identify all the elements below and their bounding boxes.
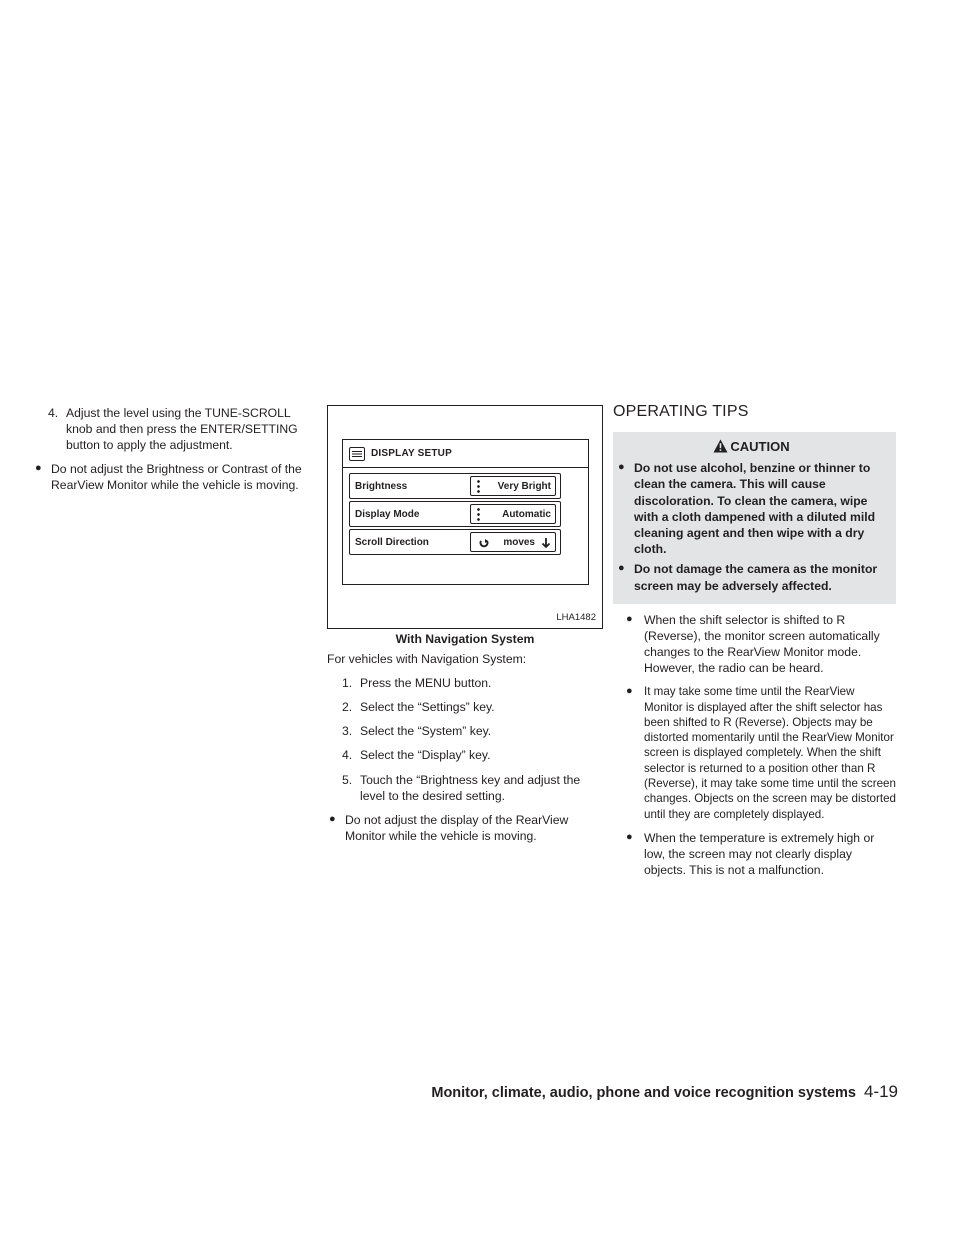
step-number: 4. (342, 748, 353, 763)
figure-code: LHA1482 (556, 612, 596, 624)
figure-value-box (470, 532, 556, 552)
bullet-marker: ● (626, 685, 633, 698)
left-column (33, 405, 311, 501)
step-text: Select the “Settings” key. (360, 700, 495, 715)
middle-column (327, 405, 603, 852)
bullet-text: Do not adjust the Brightness or Contrast of the RearView Monitor while the vehicle is moving. (51, 462, 302, 493)
page-number: 4-19 (863, 1082, 898, 1101)
bullet-marker: ● (626, 830, 633, 843)
bullet-text: Do not adjust the display of the RearView Monitor while the vehicle is moving. (345, 812, 569, 843)
step-item (327, 699, 603, 715)
tip-text: When the shift selector is shifted to R (Reverse), the monitor screen automatically changes to the RearView Monitor mode. However, the radio can be heard. (644, 612, 880, 676)
step-item (327, 747, 603, 763)
step-number: 2. (342, 700, 353, 715)
tip-text: It may take some time until the RearView Monitor is displayed after the shift selector has been shifted to R (Reverse). Objects may be distorted momentarily until the RearView Monitor screen is displayed completely. When the shift selector is returned to a position other than R (Reverse), it may take some time until the screen changes. Objects on the screen may be distorted until they are completely displayed. (644, 685, 896, 821)
step-number: 1. (342, 676, 353, 691)
warning-icon (713, 439, 728, 453)
step-item (327, 723, 603, 739)
caution-item (613, 460, 890, 557)
bullet-item (33, 461, 311, 493)
tip-item (613, 612, 896, 676)
figure-screen-title: DISPLAY SETUP (371, 447, 452, 459)
rotate-knob-icon (479, 538, 489, 548)
step-item (327, 675, 603, 691)
step-number: 4. (48, 406, 59, 420)
figure-row-label: Display Mode (355, 509, 420, 520)
figure-row-label: Brightness (355, 481, 408, 492)
step-text: Adjust the level using the TUNE-SCROLL knob and then press the ENTER/SETTING button to apply the adjustment. (66, 406, 298, 453)
step-text: Touch the “Brightness key and adjust the level to the desired setting. (360, 772, 581, 803)
tip-item (613, 830, 896, 878)
caution-item (613, 561, 890, 593)
right-column (613, 405, 896, 886)
figure-row-brightness (349, 473, 561, 499)
figure-row-value: moves (503, 537, 535, 548)
caution-heading (613, 438, 890, 456)
page-footer (428, 1081, 898, 1103)
step-item (327, 772, 603, 804)
footer-section-title: Monitor, climate, audio, phone and voice recognition systems (431, 1085, 856, 1101)
figure-row-scroll-direction (349, 529, 561, 555)
step-number: 3. (342, 724, 353, 739)
section-title: OPERATING TIPS (613, 403, 749, 420)
bullet-marker: ● (35, 462, 42, 475)
figure-row-label: Scroll Direction (355, 537, 429, 548)
display-setup-figure (327, 405, 603, 629)
step-text: Select the “Display” key. (360, 748, 491, 763)
step-text: Press the MENU button. (360, 676, 492, 691)
bullet-item (327, 812, 603, 844)
level-dots-icon (477, 479, 480, 494)
level-dots-icon (477, 507, 480, 522)
step-text: Select the “System” key. (360, 724, 492, 739)
caution-box (613, 432, 896, 604)
tip-item (613, 684, 896, 822)
figure-header (343, 440, 588, 468)
bullet-marker: ● (618, 461, 625, 474)
bullet-marker: ● (618, 562, 625, 575)
list-icon (349, 447, 365, 461)
figure-caption: With Navigation System (395, 632, 535, 646)
figure-row-value: Automatic (502, 509, 551, 520)
caution-text: Do not use alcohol, benzine or thinner to clean the camera. This will cause discoloration. To clean the camera, wipe with a cloth dampened with a diluted mild cleaning agent and then wipe with a dry cloth. (634, 461, 876, 557)
bullet-marker: ● (329, 812, 336, 825)
caution-label: CAUTION (730, 439, 790, 455)
tip-text: When the temperature is extremely high or low, the screen may not clearly display objects. This is not a malfunction. (644, 830, 875, 878)
figure-row-value: Very Bright (497, 481, 551, 492)
figure-value-box (470, 504, 556, 524)
step-number: 5. (342, 772, 353, 787)
caution-text: Do not damage the camera as the monitor screen may be adversely affected. (634, 562, 878, 593)
figure-row-display-mode (349, 501, 561, 527)
figure-screen (342, 439, 589, 585)
step-item (33, 405, 311, 453)
navigation-intro: For vehicles with Navigation System: (327, 652, 527, 667)
arrow-down-icon (541, 537, 551, 549)
bullet-marker: ● (626, 612, 633, 625)
figure-value-box (470, 476, 556, 496)
